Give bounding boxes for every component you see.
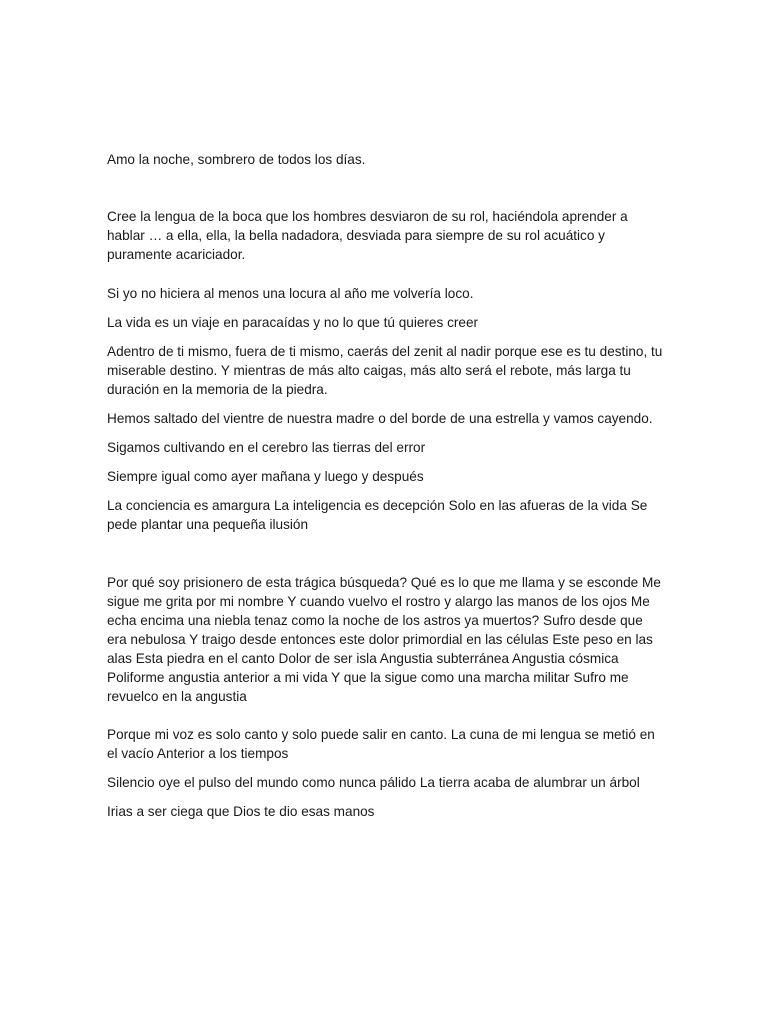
- paragraph-9: La conciencia es amargura La inteligencia es decepción Solo en las afueras de la vida Se pede plantar una pequeña ilusión: [107, 498, 648, 532]
- paragraph-3: Si yo no hiciera al menos una locura al año me volvería loco.: [107, 286, 474, 301]
- paragraph-6: Hemos saltado del vientre de nuestra madre o del borde de una estrella y vamos cayendo.: [107, 411, 653, 426]
- paragraph-2: Cree la lengua de la boca que los hombres desviaron de su rol, haciéndola aprender a hablar … a ella, ella, la bella nadadora, desviada para siempre de su rol acuático y puramente acariciador.: [107, 209, 628, 262]
- paragraph-8: Siempre igual como ayer mañana y luego y después: [107, 469, 424, 484]
- paragraph-13: Irias a ser ciega que Dios te dio esas manos: [107, 804, 375, 819]
- paragraph-11: Porque mi voz es solo canto y solo puede salir en canto. La cuna de mi lengua se metió en el vacío Anterior a los tiempos: [107, 727, 655, 761]
- paragraph-5: Adentro de ti mismo, fuera de ti mismo, caerás del zenit al nadir porque ese es tu destino, tu miserable destino. Y mientras de más alto caigas, más alto será el rebote, más larga tu duración en la memoria de la piedra.: [107, 344, 663, 397]
- paragraph-7: Sigamos cultivando en el cerebro las tierras del error: [107, 440, 426, 455]
- paragraph-12: Silencio oye el pulso del mundo como nunca pálido La tierra acaba de alumbrar un árbol: [107, 775, 640, 790]
- paragraph-10: Por qué soy prisionero de esta trágica búsqueda? Qué es lo que me llama y se esconde Me sigue me grita por mi nombre Y cuando vuelvo el rostro y alargo las manos de los ojos Me echa encima una niebla tenaz como la noche de los astros ya muertos? Sufro desde que era nebulosa Y traigo desde entonces este dolor primordial en las células Este peso en las alas Esta piedra en el canto Dolor de ser isla Angustia subterránea Angustia cósmica Poliforme angustia anterior a mi vida Y que la sigue como una marcha militar Sufro me revuelco en la angustia: [107, 575, 661, 704]
- paragraph-1: Amo la noche, sombrero de todos los días.: [107, 152, 366, 167]
- paragraph-4: La vida es un viaje en paracaídas y no lo que tú quieres creer: [107, 315, 479, 330]
